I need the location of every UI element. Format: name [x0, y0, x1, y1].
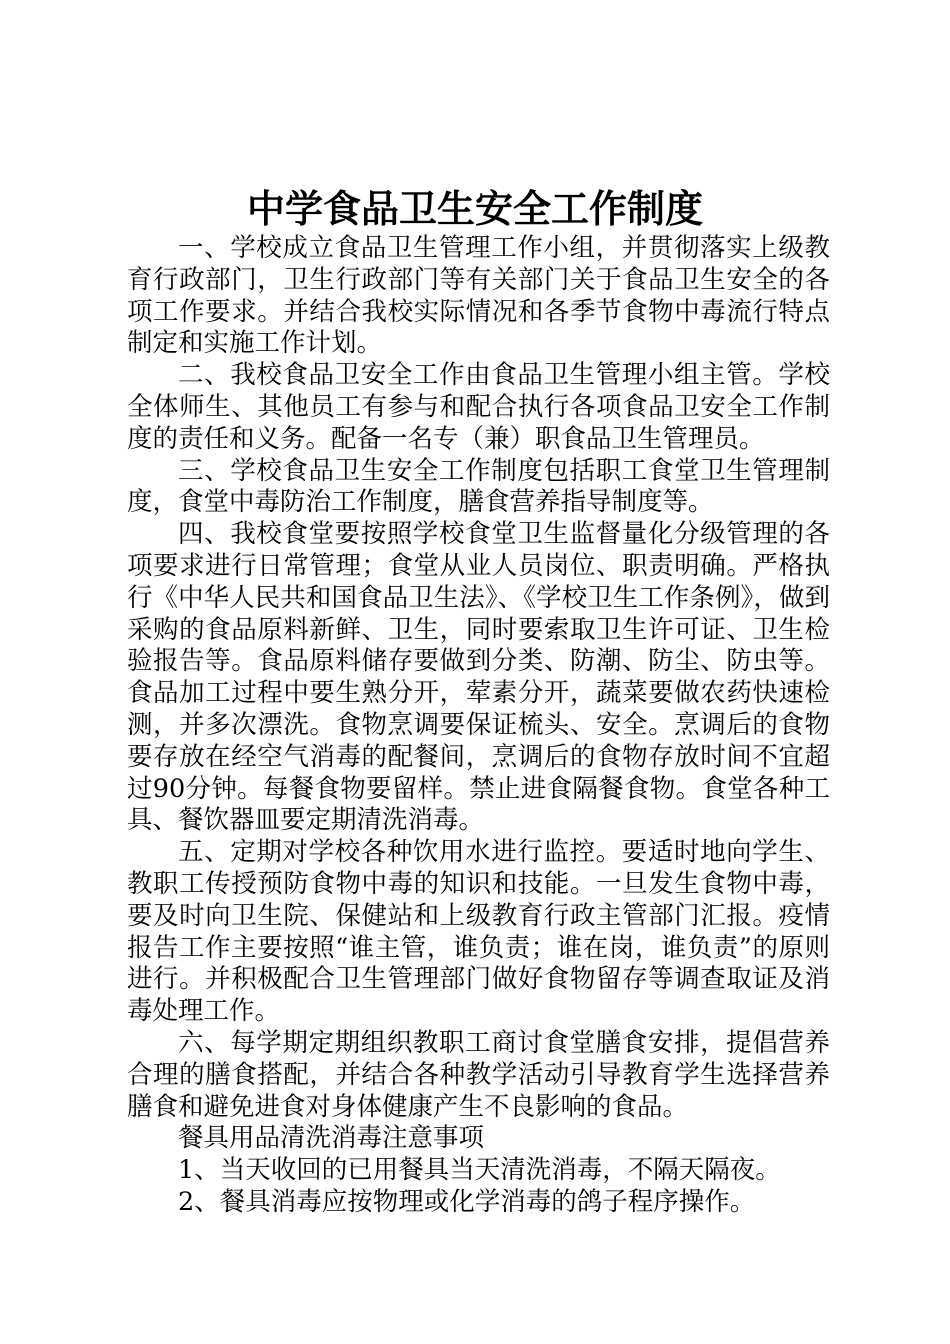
section-heading: 餐具用品清洗消毒注意事项	[178, 1123, 485, 1154]
paragraph-3: 三、学校食品卫生安全工作制度包括职工食堂卫生管理制度，食堂中毒防治工作制度，膳食营养指导制度等。	[127, 455, 830, 518]
paragraph-1: 一、学校成立食品卫生管理工作小组，并贯彻落实上级教育行政部门，卫生行政部门等有关部门关于食品卫生安全的各项工作要求。并结合我校实际情况和各季节食物中毒流行特点制定和实施工作计划。	[127, 233, 830, 359]
paragraph-4: 四、我校食堂要按照学校食堂卫生监督量化分级管理的各项要求进行日常管理；食堂从业人员岗位、职责明确。严格执行《中华人民共和国食品卫生法》、《学校卫生工作条例》，做到采购的食品原料新鲜、卫生，同时要索取卫生许可证、卫生检验报告等。食品原料储存要做到分类、防潮、防尘、防虫等。食品加工过程中要生熟分开，荤素分开，蔬菜要做农药快速检测，并多次漂洗。食物烹调要保证梳头、安全。烹调后的食物要存放在经空气消毒的配餐间，烹调后的食物存放时间不宜超过90分钟。每餐食物要留样。禁止进食隔餐食物。食堂各种工具、餐饮器皿要定期清洗消毒。	[127, 519, 830, 836]
paragraph-5: 五、定期对学校各种饮用水进行监控。要适时地向学生、教职工传授预防食物中毒的知识和技能。一旦发生食物中毒，要及时向卫生院、保健站和上级教育行政主管部门汇报。疫情报告工作主要按照“谁主管，谁负责；谁在岗，谁负责”的原则进行。并积极配合卫生管理部门做好食物留存等调查取证及消毒处理工作。	[127, 837, 830, 1027]
paragraph-6: 六、每学期定期组织教职工商讨食堂膳食安排，提倡营养合理的膳食搭配，并结合各种教学活动引导教育学生选择营养膳食和避免进食对身体健康产生不良影响的食品。	[127, 1027, 830, 1122]
list-item-1: 1、当天收回的已用餐具当天清洗消毒，不隔天隔夜。	[178, 1155, 781, 1186]
list-item-2: 2、餐具消毒应按物理或化学消毒的鸽子程序操作。	[178, 1186, 756, 1217]
document-body	[127, 233, 830, 1219]
paragraph-2: 二、我校食品卫安全工作由食品卫生管理小组主管。学校全体师生、其他员工有参与和配合执行各项食品卫安全工作制度的责任和义务。配备一名专（兼）职食品卫生管理员。	[127, 360, 830, 454]
page-title: 中学食品卫生安全工作制度	[246, 186, 703, 231]
